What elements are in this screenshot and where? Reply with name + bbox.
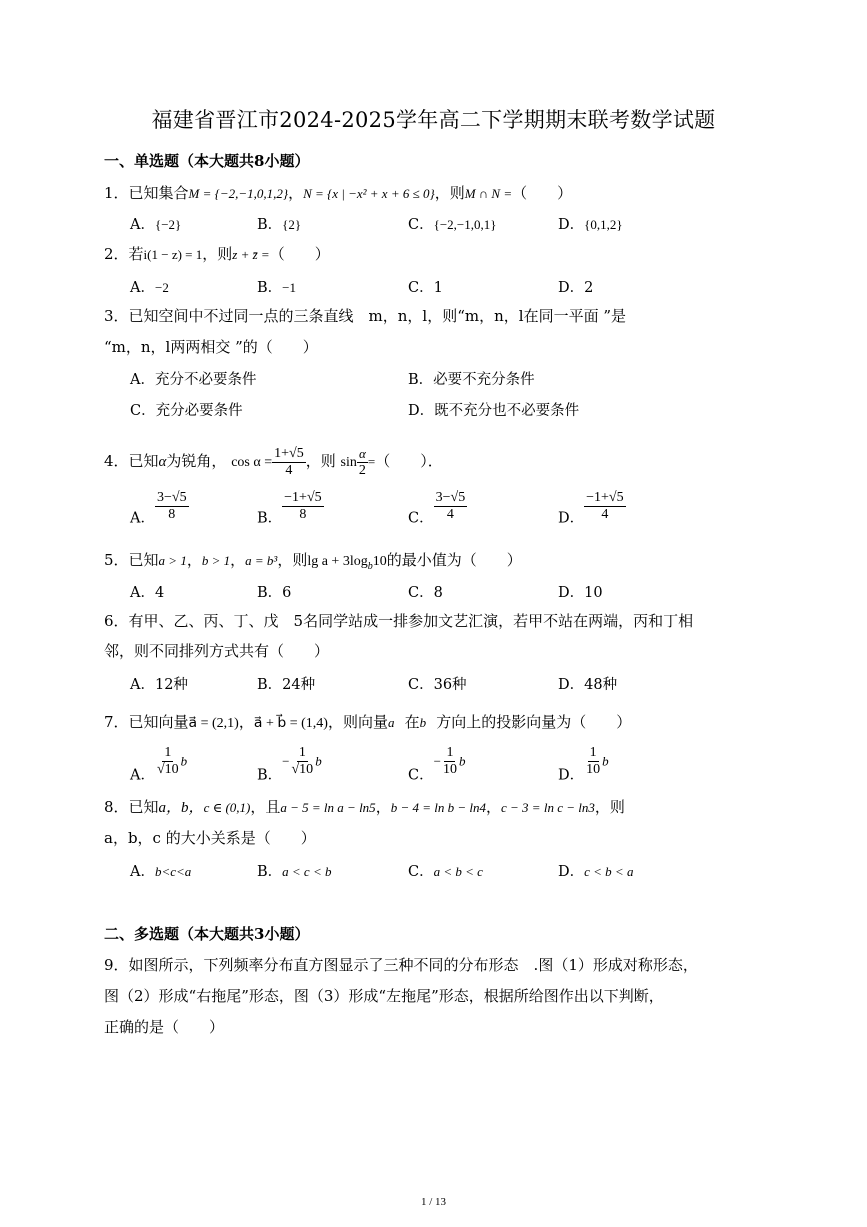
q6-option-b: B．24种 xyxy=(257,677,316,693)
sin-fraction: $\frac{\alpha}{2}$ xyxy=(358,445,366,478)
set-m: M = {−2,−1,0,1,2} xyxy=(188,186,289,201)
q3-option-a: A．充分不必要条件 xyxy=(130,372,257,388)
q1-option-b: B．{2} xyxy=(257,217,302,233)
q4-option-b: B． $\frac{-1+√5}{8}$ xyxy=(257,490,322,527)
question-3-line-2: “m，n，l两两相交 ”的（ ） xyxy=(104,338,318,356)
q7-option-d: D． $\frac{1}{10}$ b⃗ xyxy=(558,745,619,784)
q8-option-c: C．a < b < c xyxy=(408,864,483,880)
q8-option-d: D．c < b < a xyxy=(558,864,634,880)
question-6-line-1: 6．有甲、乙、丙、丁、戊 5名同学站成一排参加文艺汇演，若甲不站在两端，丙和丁相 xyxy=(104,612,694,630)
q1-option-a: A．{−2} xyxy=(130,217,182,233)
q3-option-c: C．充分必要条件 xyxy=(130,403,243,419)
q5-option-d: D．10 xyxy=(558,585,603,601)
page-number: 1 / 13 xyxy=(420,1196,447,1208)
question-1: 1．已知集合M = {−2,−1,0,1,2}，N = {x | −x² + x + 6 ≤ 0}，则M ∩ N =（ ） xyxy=(104,184,573,202)
q8-option-b: B．a < c < b xyxy=(257,864,332,880)
question-9-line-1: 9．如图所示，下列频率分布直方图显示了三种不同的分布形态 .图（1）形成对称形态， xyxy=(104,956,698,974)
q8-option-a: A．b<c<a xyxy=(130,864,192,880)
q2-option-c: C．1 xyxy=(408,280,443,296)
q4-option-a: A． $\frac{3-√5}{8}$ xyxy=(130,490,187,527)
section-multi-choice: 二、多选题（本大题共3小题） xyxy=(104,925,310,943)
set-n: N = {x | −x² + x + 6 ≤ 0} xyxy=(303,186,435,201)
question-5: 5．已知a > 1，b > 1，a = b³，则$\lg a + 3\log_b10$的最小值为（ ） xyxy=(104,551,522,572)
page-title: 福建省晋江市2024-2025学年高二下学期期末联考数学试题 xyxy=(151,108,716,132)
q7-option-a: A． $\frac{1}{√10}$ b⃗ xyxy=(130,745,198,784)
question-3-line-1: 3．已知空间中不过同一点的三条直线 m，n，l，则“m，n，l在同一平面 ”是 xyxy=(104,307,627,325)
q6-option-d: D．48种 xyxy=(558,677,618,693)
q1-option-c: C．{−2,−1,0,1} xyxy=(408,217,497,233)
question-4: 4．已知α为锐角， cos α = $\frac{1+√5}{4}$ ，则 sin $\frac{\alpha}{2}$ =（ ）． xyxy=(104,445,443,478)
q1-option-d: D．{0,1,2} xyxy=(558,217,623,233)
q6-option-c: C．36种 xyxy=(408,677,467,693)
cos-fraction: $\frac{1+√5}{4}$ xyxy=(274,445,304,478)
q4-option-d: D． $\frac{-1+√5}{4}$ xyxy=(558,490,624,527)
q4-option-c: C． $\frac{3-√5}{4}$ xyxy=(408,490,466,527)
q2-option-a: A．−2 xyxy=(130,280,169,296)
question-6-line-2: 邻，则不同排列方式共有（ ） xyxy=(104,642,330,660)
question-8-line-1: 8．已知a，b，c ∈ (0,1)，且a − 5 = ln a − ln5，b − 4 = ln b − ln4，c − 3 = ln c − ln3，则 xyxy=(104,798,625,816)
question-9-line-3: 正确的是（ ） xyxy=(104,1018,225,1036)
q5-option-c: C．8 xyxy=(408,585,443,601)
q2-option-d: D．2 xyxy=(558,280,594,296)
q7-option-b: B．− $\frac{1}{√10}$ b⃗ xyxy=(257,745,332,784)
q7-option-c: C．− $\frac{1}{10}$ b⃗ xyxy=(408,745,476,784)
question-7: 7．已知向量a⃗ = (2,1)，a⃗ + b⃗ = (1,4)，则向量a⃗在b⃗方向上的投影向量为（ ） xyxy=(104,713,632,731)
question-8-line-2: a，b，c 的大小关系是（ ） xyxy=(104,829,316,847)
q5-option-a: A．4 xyxy=(130,585,165,601)
q6-option-a: A．12种 xyxy=(130,677,188,693)
question-2: 2．若i(1 − z) = 1，则z + z̄ =（ ） xyxy=(104,245,330,263)
q3-option-d: D．既不充分也不必要条件 xyxy=(408,403,580,419)
question-9-line-2: 图（2）形成“右拖尾”形态，图（3）形成“左拖尾”形态，根据所给图作出以下判断， xyxy=(104,987,664,1005)
q5-option-b: B．6 xyxy=(257,585,292,601)
q3-option-b: B．必要不充分条件 xyxy=(408,372,535,388)
q2-option-b: B．−1 xyxy=(257,280,296,296)
section-single-choice: 一、单选题（本大题共8小题） xyxy=(104,152,310,170)
